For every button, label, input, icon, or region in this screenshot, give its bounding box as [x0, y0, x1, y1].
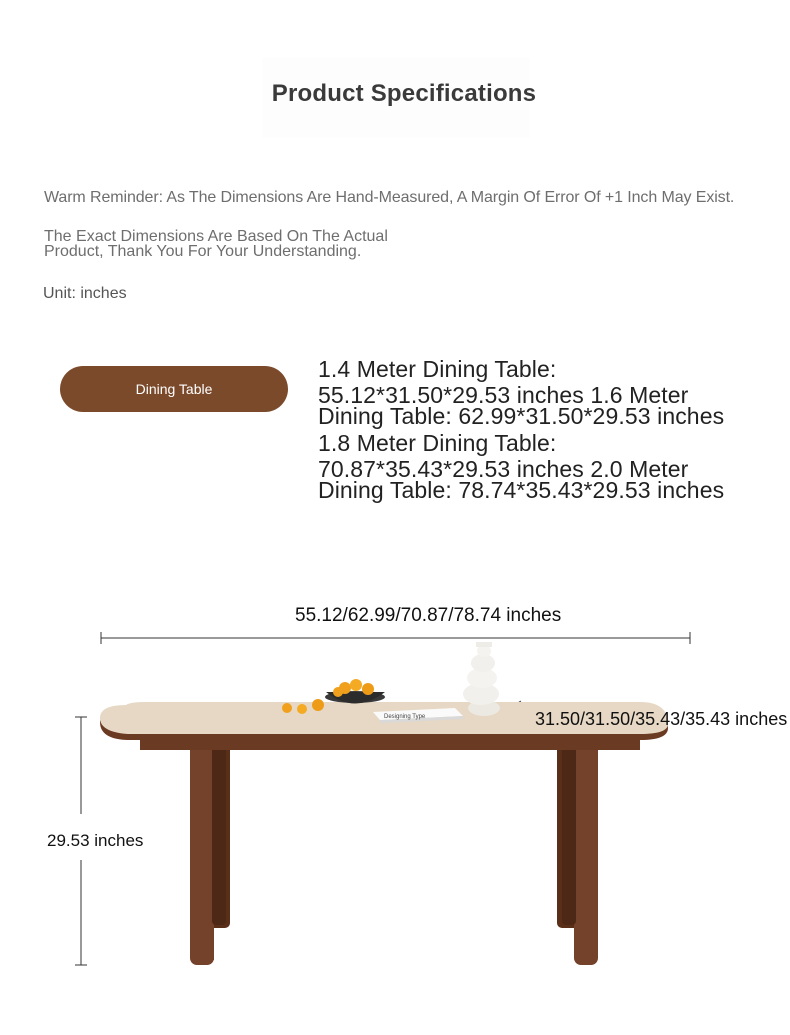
product-tag: Dining Table [60, 366, 288, 412]
spec-line: 55.12*31.50*29.53 inches 1.6 Meter [318, 382, 689, 408]
unit-label: Unit: inches [43, 285, 127, 302]
book-title: Designing Type [384, 714, 426, 720]
width-label: 55.12/62.99/70.87/78.74 inches [295, 605, 562, 626]
spec-line: Dining Table: 62.99*31.50*29.53 inches [318, 403, 725, 429]
spec-line: 1.8 Meter Dining Table: [318, 430, 557, 456]
note-text: The Exact Dimensions Are Based On The Actual Product, Thank You For Your Understanding. [44, 228, 388, 260]
spec-line: 1.4 Meter Dining Table: [318, 356, 557, 382]
page-title: Product Specifications [271, 80, 537, 107]
spec-line: 70.87*35.43*29.53 inches 2.0 Meter [318, 456, 689, 482]
depth-label: 31.50/31.50/35.43/35.43 inches [535, 709, 788, 729]
table-legs [190, 740, 598, 965]
reminder-text: Warm Reminder: As The Dimensions Are Hand-Measured, A Margin Of Error Of +1 Inch May Exist. [44, 189, 735, 206]
width-dimension-line [101, 632, 690, 644]
spec-line: Dining Table: 78.74*35.43*29.53 inches [318, 477, 725, 503]
height-label: 29.53 inches [47, 831, 144, 850]
fruit-bowl [325, 679, 385, 704]
